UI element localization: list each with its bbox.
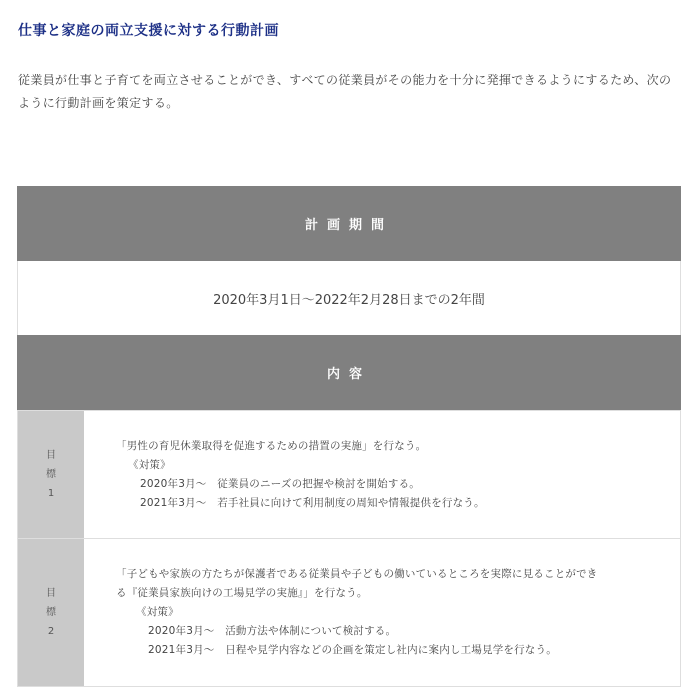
- intro-paragraph: 従業員が仕事と子育てを両立させることができ、すべての従業員がその能力を十分に発揮できるようにするため、次のように行動計画を策定する。: [18, 73, 672, 110]
- goal-text-line: る『従業員家族向けの工場見学の実施』」を行なう。: [116, 587, 368, 599]
- goal-text-line: 2021年3月～ 若手社員に向けて利用制度の周知や情報提供を行なう。: [140, 496, 485, 509]
- goal-label-char: 標: [46, 469, 56, 480]
- goal-label-char: 目: [46, 450, 56, 461]
- goal-text-line: 「子どもや家族の方たちが保護者である従業員や子どもの働いているところを実際に見ることができ: [116, 568, 598, 580]
- goal-text-line: 《対策》: [136, 606, 179, 618]
- period-header: 計画期間: [17, 186, 681, 261]
- goal-text-line: 《対策》: [128, 458, 171, 471]
- content-header: 内容: [17, 335, 681, 410]
- goal-label-char: 標: [46, 607, 56, 618]
- action-plan-table: [17, 186, 681, 687]
- period-value: 2020年3月1日～2022年2月28日までの2年間: [17, 261, 681, 335]
- goal-label-1: [18, 411, 84, 538]
- goal-body-2: [84, 539, 680, 686]
- goal-label-number: 1: [47, 488, 55, 499]
- goal-body-1: [84, 411, 680, 538]
- goal-label-char: 目: [46, 588, 56, 599]
- goal-label-2: [18, 539, 84, 686]
- goal-label-number: 2: [47, 626, 55, 637]
- goal-text-line: 2021年3月～ 日程や見学内容などの企画を策定し社内に案内し工場見学を行なう。: [148, 644, 557, 656]
- goal-text-line: 2020年3月～ 活動方法や体制について検討する。: [148, 625, 397, 637]
- goal-text-line: 「男性の育児休業取得を促進するための措置の実施」を行なう。: [116, 439, 427, 452]
- page-title: 仕事と家庭の両立支援に対する行動計画: [18, 23, 279, 39]
- goal-row-1: [17, 410, 681, 539]
- goal-row-2: [17, 539, 681, 687]
- goal-text-line: 2020年3月～ 従業員のニーズの把握や検討を開始する。: [140, 477, 420, 490]
